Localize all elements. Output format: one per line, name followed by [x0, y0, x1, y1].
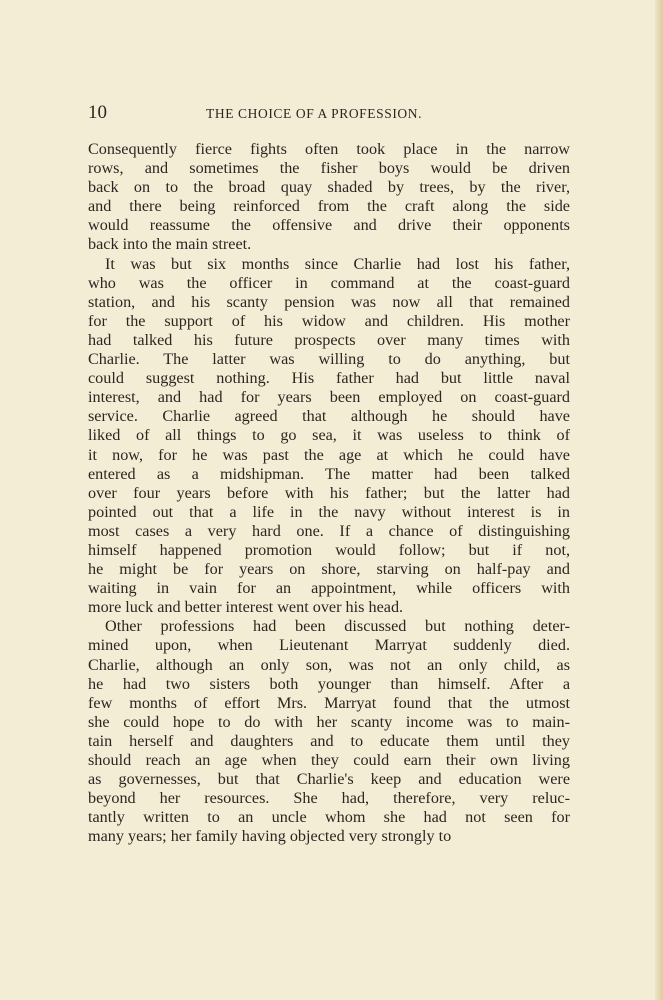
paragraph	[88, 617, 570, 846]
body-text	[88, 140, 570, 846]
text-line: most cases a very hard one. If a chance of distinguishing	[88, 521, 570, 540]
paragraph	[88, 140, 570, 255]
text-line: over four years before with his father; but the latter had	[88, 483, 570, 502]
text-line: entered as a midshipman. The matter had been talked	[88, 464, 570, 483]
text-line: more luck and better interest went over his head.	[88, 598, 404, 617]
text-line: Charlie, although an only son, was not an only child, as	[88, 655, 570, 674]
text-line: mined upon, when Lieutenant Marryat suddenly died.	[88, 636, 570, 655]
text-line: it now, for he was past the age at which he could have	[88, 445, 570, 464]
page-edge	[655, 0, 663, 1000]
running-title: THE CHOICE OF A PROFESSION.	[206, 106, 423, 121]
text-line: could suggest nothing. His father had but little naval	[88, 369, 570, 388]
text-line: should reach an age when they could earn their own living	[88, 751, 570, 769]
text-line: liked of all things to go sea, it was useless to think of	[88, 426, 570, 445]
page-header	[88, 100, 570, 128]
text-line: he had two sisters both younger than himself. After a	[88, 674, 570, 693]
text-line: waiting in vain for an appointment, while officers with	[88, 579, 570, 598]
paragraph	[88, 255, 570, 618]
page-number: 10	[88, 102, 107, 123]
text-line: and there being reinforced from the craft along the side	[88, 197, 570, 216]
text-line: many years; her family having objected very strongly to	[88, 827, 452, 846]
text-line: would reassume the offensive and drive their opponents	[88, 216, 570, 235]
text-line: who was the officer in command at the coast-guard	[88, 273, 570, 292]
text-line: himself happened promotion would follow; but if not,	[88, 540, 570, 559]
text-line: Charlie. The latter was willing to do anything, but	[88, 350, 570, 369]
text-line: tain herself and daughters and to educate them until they	[88, 731, 570, 750]
text-line: for the support of his widow and children. His mother	[88, 311, 570, 330]
text-line: station, and his scanty pension was now all that remained	[88, 292, 570, 311]
text-line: Consequently fierce fights often took place in the narrow	[88, 140, 570, 158]
text-line: tantly written to an uncle whom she had not seen for	[88, 808, 570, 827]
text-line: pointed out that a life in the navy without interest is in	[88, 502, 570, 521]
text-line: as governesses, but that Charlie's keep and education were	[88, 770, 570, 789]
text-line: rows, and sometimes the fisher boys would be driven	[88, 159, 570, 178]
text-line: few months of effort Mrs. Marryat found that the utmost	[88, 693, 570, 712]
text-line: Other professions had been discussed but nothing deter-	[105, 617, 570, 636]
text-line: back on to the broad quay shaded by trees, by the river,	[88, 178, 570, 197]
text-line: he might be for years on shore, starving on half-pay and	[88, 560, 570, 579]
text-line: beyond her resources. She had, therefore, very reluc-	[88, 789, 570, 808]
text-line: back into the main street.	[88, 235, 252, 254]
text-line: she could hope to do with her scanty income was to main-	[88, 712, 570, 731]
text-line: had talked his future prospects over many times with	[88, 330, 570, 349]
text-line: service. Charlie agreed that although he should have	[88, 407, 570, 426]
text-line: interest, and had for years been employed on coast-guard	[88, 388, 570, 407]
text-line: It was but six months since Charlie had lost his father,	[105, 254, 570, 273]
